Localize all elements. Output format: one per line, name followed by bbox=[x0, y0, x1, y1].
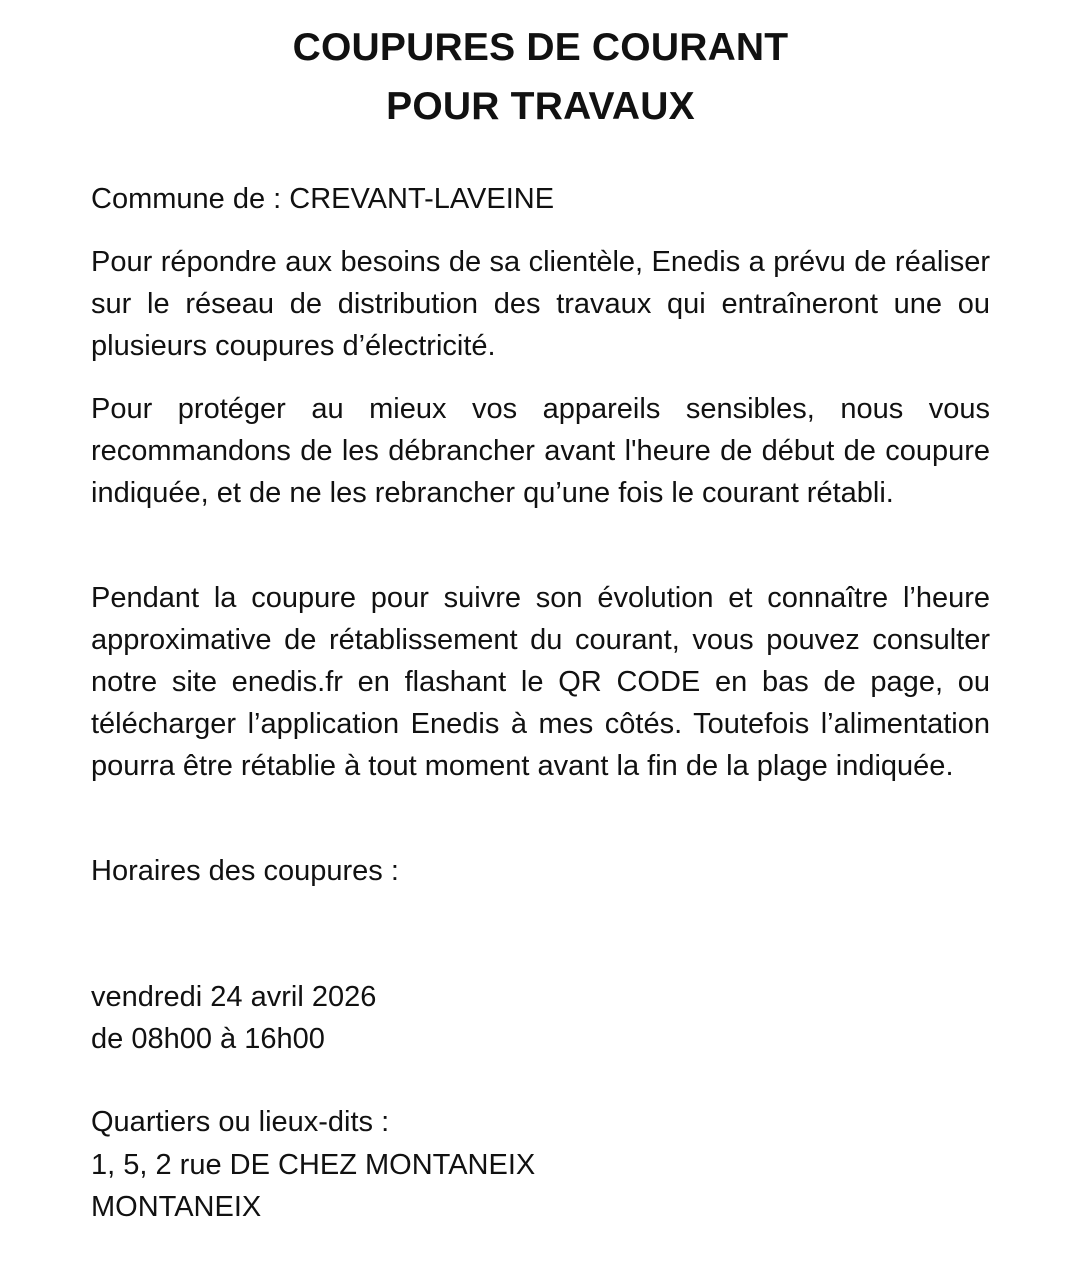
location-item: MONTANEIX bbox=[91, 1191, 262, 1223]
title-line-2: POUR TRAVAUX bbox=[386, 85, 695, 128]
schedule-heading: Horaires des coupures : bbox=[91, 855, 399, 887]
paragraph-device-protection: Pour protéger au mieux vos appareils sensibles, nous vous recommandons de les débrancher avant l'heure de début de coupure indiquée, et de ne les rebrancher qu’une fois le courant rétabli. bbox=[91, 393, 990, 509]
paragraph-outage-tracking: Pendant la coupure pour suivre son évolution et connaître l’heure approximative de rétablissement du courant, vous pouvez consulter notre site enedis.fr en flashant le QR CODE en bas de page, ou télécharger l’application Enedis à mes côtés. Toutefois l’alimentation pourra être rétablie à tout moment avant la fin de la plage indiquée. bbox=[91, 582, 990, 782]
paragraph-works-announcement: Pour répondre aux besoins de sa clientèle, Enedis a prévu de réaliser sur le réseau de distribution des travaux qui entraîneront une ou plusieurs coupures d’électricité. bbox=[91, 246, 990, 362]
locations-heading: Quartiers ou lieux-dits : bbox=[91, 1106, 390, 1138]
outage-date: vendredi 24 avril 2026 bbox=[91, 981, 377, 1013]
outage-time-range: de 08h00 à 16h00 bbox=[91, 1023, 325, 1055]
location-item: 1, 5, 2 rue DE CHEZ MONTANEIX bbox=[91, 1149, 536, 1181]
title-line-1: COUPURES DE COURANT bbox=[292, 26, 789, 69]
commune-label: Commune de : CREVANT-LAVEINE bbox=[91, 183, 555, 215]
